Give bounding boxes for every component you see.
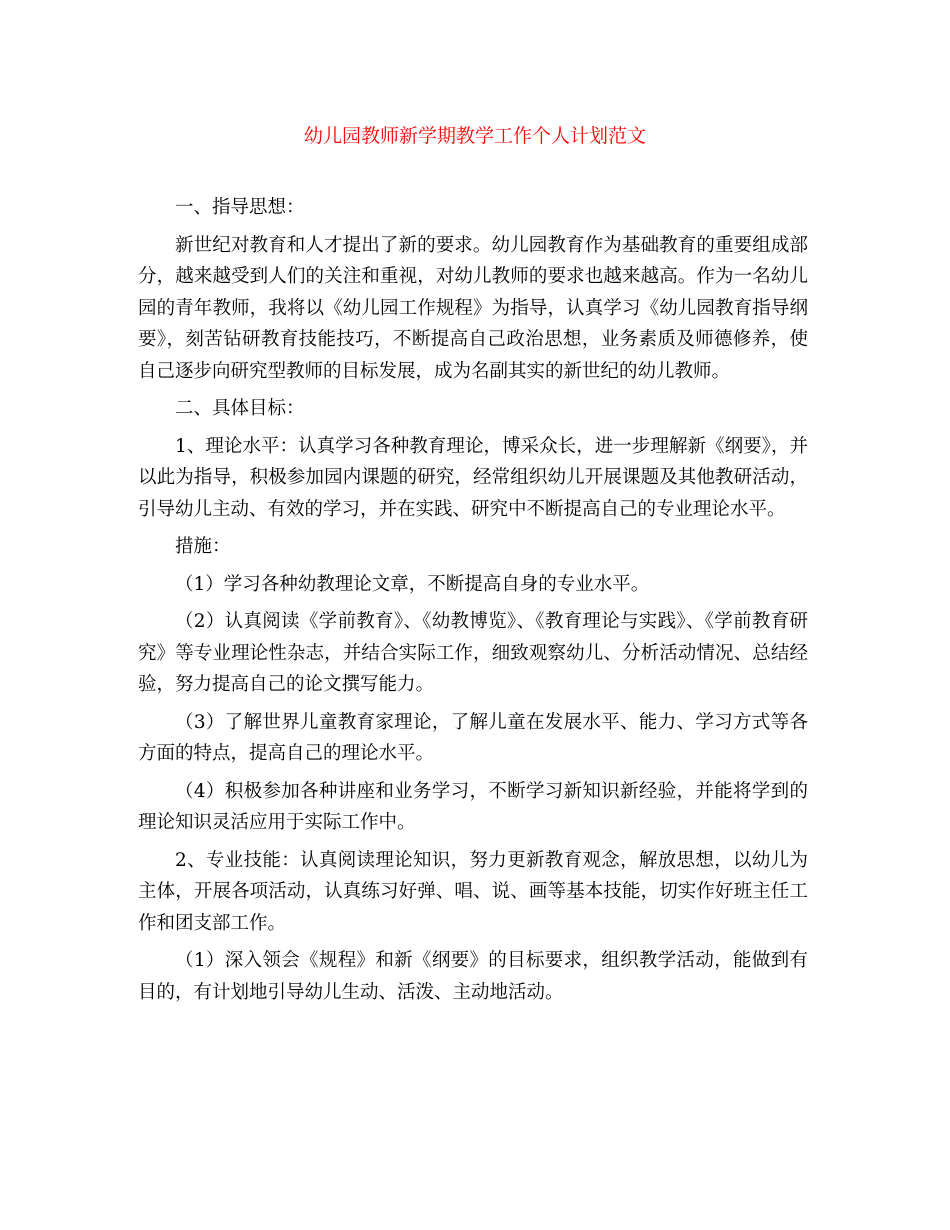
- measure-item-2: （2）认真阅读《学前教育》、《幼教博览》、《教育理论与实践》、《学前教育研究》等专业理论性杂志，并结合实际工作，细致观察幼儿、分析活动情况、总结经验，努力提高自己的论文撰写能力。: [138, 611, 808, 695]
- section-heading-guiding-thought: 一、指导思想：: [175, 197, 305, 218]
- measure-item-1: （1）学习各种幼教理论文章，不断提高自身的专业水平。: [175, 573, 650, 595]
- measure-item-3: （3）了解世界儿童教育家理论，了解儿童在发展水平、能力、学习方式等各方面的特点，提高自己的理论水平。: [138, 711, 808, 764]
- document-title: 幼儿园教师新学期教学工作个人计划范文: [303, 125, 646, 147]
- measures-heading: 措施：: [175, 536, 231, 557]
- document-body: [138, 192, 808, 1008]
- paragraph-professional-skills: 2、专业技能：认真阅读理论知识，努力更新教育观念，解放思想，以幼儿为主体，开展各项活动，认真练习好弹、唱、说、画等基本技能，切实作好班主任工作和团支部工作。: [138, 849, 808, 934]
- section-heading-specific-goals: 二、具体目标：: [175, 398, 305, 419]
- paragraph-guiding-thought: 新世纪对教育和人才提出了新的要求。幼儿园教育作为基础教育的重要组成部分，越来越受到人们的关注和重视，对幼儿教师的要求也越来越高。作为一名幼儿园的青年教师，我将以《幼儿园工作规程》为指导，认真学习《幼儿园教育指导纲要》，刻苦钻研教育技能技巧，不断提高自己政治思想，业务素质及师德修养，使自己逐步向研究型教师的目标发展，成为名副其实的新世纪的幼儿教师。: [138, 234, 808, 382]
- skill-item-1: （1）深入领会《规程》和新《纲要》的目标要求，组织教学活动，能做到有目的，有计划地引导幼儿生动、活泼、主动地活动。: [138, 950, 808, 1003]
- paragraph-theory-level: 1、理论水平：认真学习各种教育理论，博采众长，进一步理解新《纲要》，并以此为指导，积极参加园内课题的研究，经常组织幼儿开展课题及其他教研活动，引导幼儿主动、有效的学习，并在实践、研究中不断提高自己的专业理论水平。: [138, 435, 808, 520]
- measure-item-4: （4）积极参加各种讲座和业务学习，不断学习新知识新经验，并能将学到的理论知识灵活应用于实际工作中。: [138, 780, 808, 833]
